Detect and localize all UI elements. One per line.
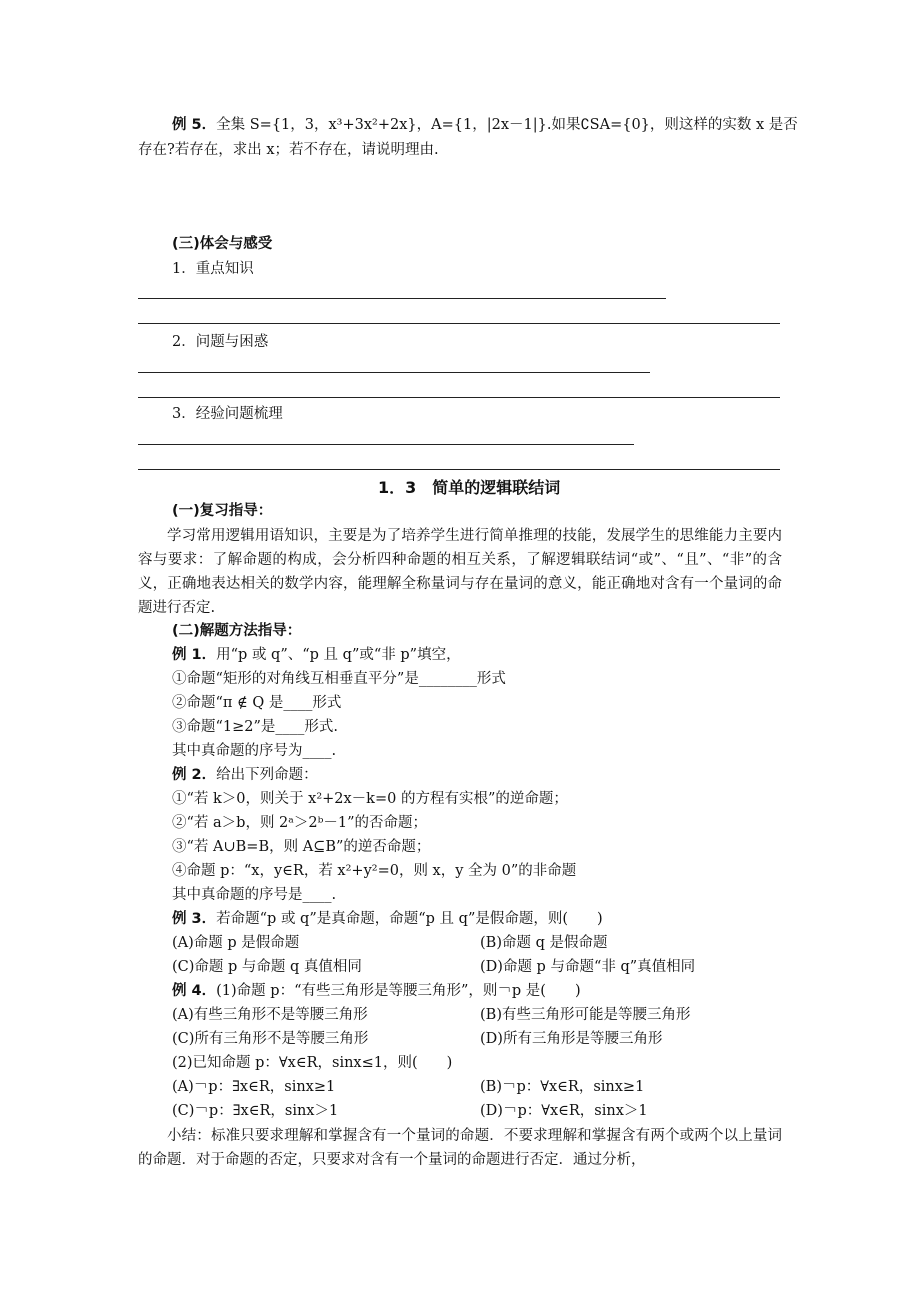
example-4-q2-option-b: (B)￢p：∀x∈R，sinx≥1 (480, 1079, 645, 1095)
reflection-heading: (三)体会与感受 (172, 236, 273, 252)
example-5-text: 全集 S={1，3，x³+3x²+2x}，A={1，|2x－1|}.如果∁SA={0}，则这样的实数 x 是否 (216, 117, 798, 133)
example-2-item-4: ④命题 p：“x，y∈R，若 x²+y²=0，则 x，y 全为 0”的非命题 (172, 863, 577, 879)
example-3-option-d: (D)命题 p 与命题“非 q”真值相同 (480, 959, 696, 975)
example-1-item-3: ③命题“1≥2”是____形式. (172, 719, 339, 735)
reflection-item-3: 3．经验问题梳理 (172, 406, 283, 422)
answer-line (138, 469, 780, 470)
example-4-text: (1)命题 p：“有些三角形是等腰三角形”，则￢p 是( ) (216, 983, 581, 999)
example-4-option-c: (C)所有三角形不是等腰三角形 (172, 1031, 369, 1047)
example-5-line (172, 114, 798, 136)
example-4-question-2: (2)已知命题 p：∀x∈R，sinx≤1，则( ) (172, 1055, 453, 1071)
example-4-q2-option-c: (C)￢p：∃x∈R，sinx＞1 (172, 1103, 339, 1119)
example-2-text: 给出下列命题： (216, 767, 318, 783)
example-3-option-c: (C)命题 p 与命题 q 真值相同 (172, 959, 362, 975)
method-heading: (二)解题方法指导： (172, 623, 302, 639)
example-2-item-5: 其中真命题的序号是____. (172, 887, 337, 903)
example-2-line (172, 764, 318, 786)
section-title: 1．3 简单的逻辑联结词 (378, 478, 561, 497)
example-1-line (172, 644, 461, 666)
example-4-option-b: (B)有些三角形可能是等腰三角形 (480, 1007, 691, 1023)
example-3-option-b: (B)命题 q 是假命题 (480, 935, 608, 951)
answer-line (138, 397, 780, 398)
review-heading: (一)复习指导： (172, 503, 273, 519)
example-4-label: 例 4． (172, 983, 217, 999)
example-4-line (172, 980, 581, 1002)
example-4-option-a: (A)有些三角形不是等腰三角形 (172, 1007, 368, 1023)
example-2-item-3: ③“若 A∪B=B，则 A⊆B”的逆否命题； (172, 839, 431, 855)
answer-line (138, 298, 666, 299)
example-4-option-d: (D)所有三角形是等腰三角形 (480, 1031, 663, 1047)
example-5-continuation: 存在?若存在，求出 x；若不存在，请说明理由. (138, 142, 439, 158)
review-paragraph: 学习常用逻辑用语知识，主要是为了培养学生进行简单推理的技能，发展学生的思维能力主要内容与要求：了解命题的构成，会分析四种命题的相互关系，了解逻辑联结词“或”、“且”、“非”的含义，正确地表达相关的数学内容，能理解全称量词与存在量词的意义，能正确地对含有一个量词的命题进行否定. (138, 528, 782, 616)
reflection-item-1: 1．重点知识 (172, 261, 254, 277)
example-4-q2-option-a: (A)￢p：∃x∈R，sinx≥1 (172, 1079, 336, 1095)
example-3-label: 例 3． (172, 911, 217, 927)
example-3-option-a: (A)命题 p 是假命题 (172, 935, 300, 951)
answer-line (138, 444, 634, 445)
reflection-item-2: 2．问题与困惑 (172, 334, 269, 350)
example-5-label: 例 5． (172, 117, 217, 133)
example-2-item-1: ①“若 k＞0，则关于 x²+2x－k=0 的方程有实根”的逆命题； (172, 791, 568, 807)
example-1-item-1: ①命题“矩形的对角线互相垂直平分”是________形式 (172, 671, 506, 687)
example-1-text: 用“p 或 q”、“p 且 q”或“非 p”填空， (216, 647, 461, 663)
example-3-text: 若命题“p 或 q”是真命题，命题“p 且 q”是假命题，则( ) (216, 911, 603, 927)
summary-paragraph: 小结：标准只要求理解和掌握含有一个量词的命题．不要求理解和掌握含有两个或两个以上量词的命题．对于命题的否定，只要求对含有一个量词的命题进行否定．通过分析， (138, 1128, 782, 1168)
example-1-item-2: ②命题“π ∉ Q 是____形式 (172, 695, 342, 711)
example-1-label: 例 1． (172, 647, 217, 663)
example-4-q2-option-d: (D)￢p：∀x∈R，sinx＞1 (480, 1103, 648, 1119)
example-2-item-2: ②“若 a＞b，则 2ᵃ＞2ᵇ－1”的否命题； (172, 815, 428, 831)
example-3-line (172, 908, 603, 930)
answer-line (138, 323, 780, 324)
example-1-item-4: 其中真命题的序号为____. (172, 743, 337, 759)
answer-line (138, 372, 650, 373)
example-2-label: 例 2． (172, 767, 217, 783)
